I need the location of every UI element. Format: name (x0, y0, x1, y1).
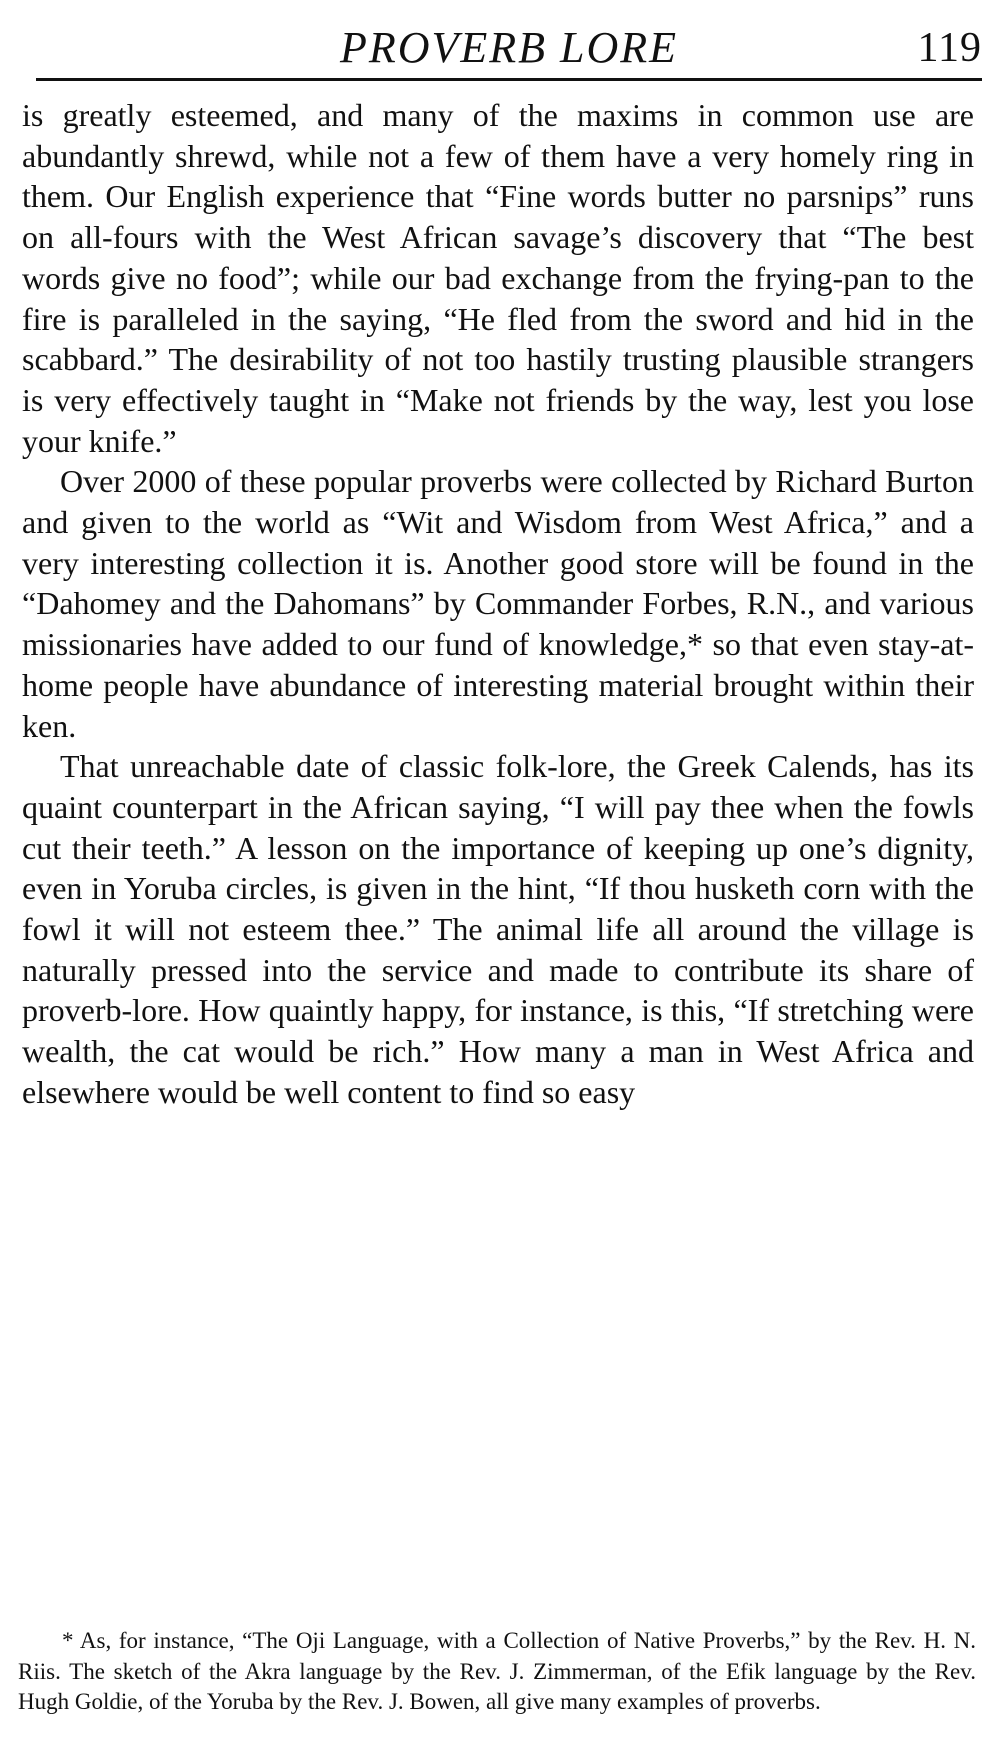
paragraph-proverb-collections: Over 2000 of these popular proverbs were collected by Richard Burton and given to the world as “Wit and Wisdom from West Africa,” and a very interesting collection it is. Another good store will be found in the “Dahomey and the Dahomans” by Commander Forbes, R.N., and various missionaries have added to our fund of knowledge,* so that even stay-at-home people have abundance of interesting material brought within their ken. (22, 463, 974, 744)
running-title: PROVERB LORE (339, 23, 679, 72)
paragraph-continued: is greatly esteemed, and many of the maxims in common use are abundantly shrewd, while not a few of them have a very homely ring in them. Our English experience that “Fine words butter no parsnips” runs on all-fours with the West African savage’s discovery that “The best words give no food”; while our bad exchange from the frying-pan to the fire is paralleled in the saying, “He fled from the sword and hid in the scabbard.” The desirability of not too hastily trusting plausible strangers is very effectively taught in “Make not friends by the way, lest you lose your knife.” (22, 97, 974, 459)
paragraph-greek-calends: That unreachable date of classic folk-lore, the Greek Calends, has its quaint counterpart in the African saying, “I will pay thee when the fowls cut their teeth.” A lesson on the importance of keeping up one’s dignity, even in Yoruba circles, is given in the hint, “If thou husketh corn with the fowl it will not esteem thee.” The animal life all around the village is naturally pressed into the service and made to contribute its share of proverb-lore. How quaintly happy, for instance, is this, “If stretching were wealth, the cat would be rich.” How many a man in West Africa and elsewhere would be well content to find so easy (22, 748, 974, 1110)
main-text (22, 95, 974, 1113)
footnote: * As, for instance, “The Oji Language, with a Collection of Native Proverbs,” by the Rev. H. N. Riis. The sketch of the Akra language by the Rev. J. Zimmerman, of the Efik language by the Rev. Hugh Goldie, of the Yoruba by the Rev. J. Bowen, all give many examples of proverbs. (18, 1628, 976, 1714)
footnotes (18, 1626, 976, 1718)
header-rule (36, 78, 982, 81)
page-number: 119 (917, 25, 982, 71)
page-header (36, 16, 982, 86)
